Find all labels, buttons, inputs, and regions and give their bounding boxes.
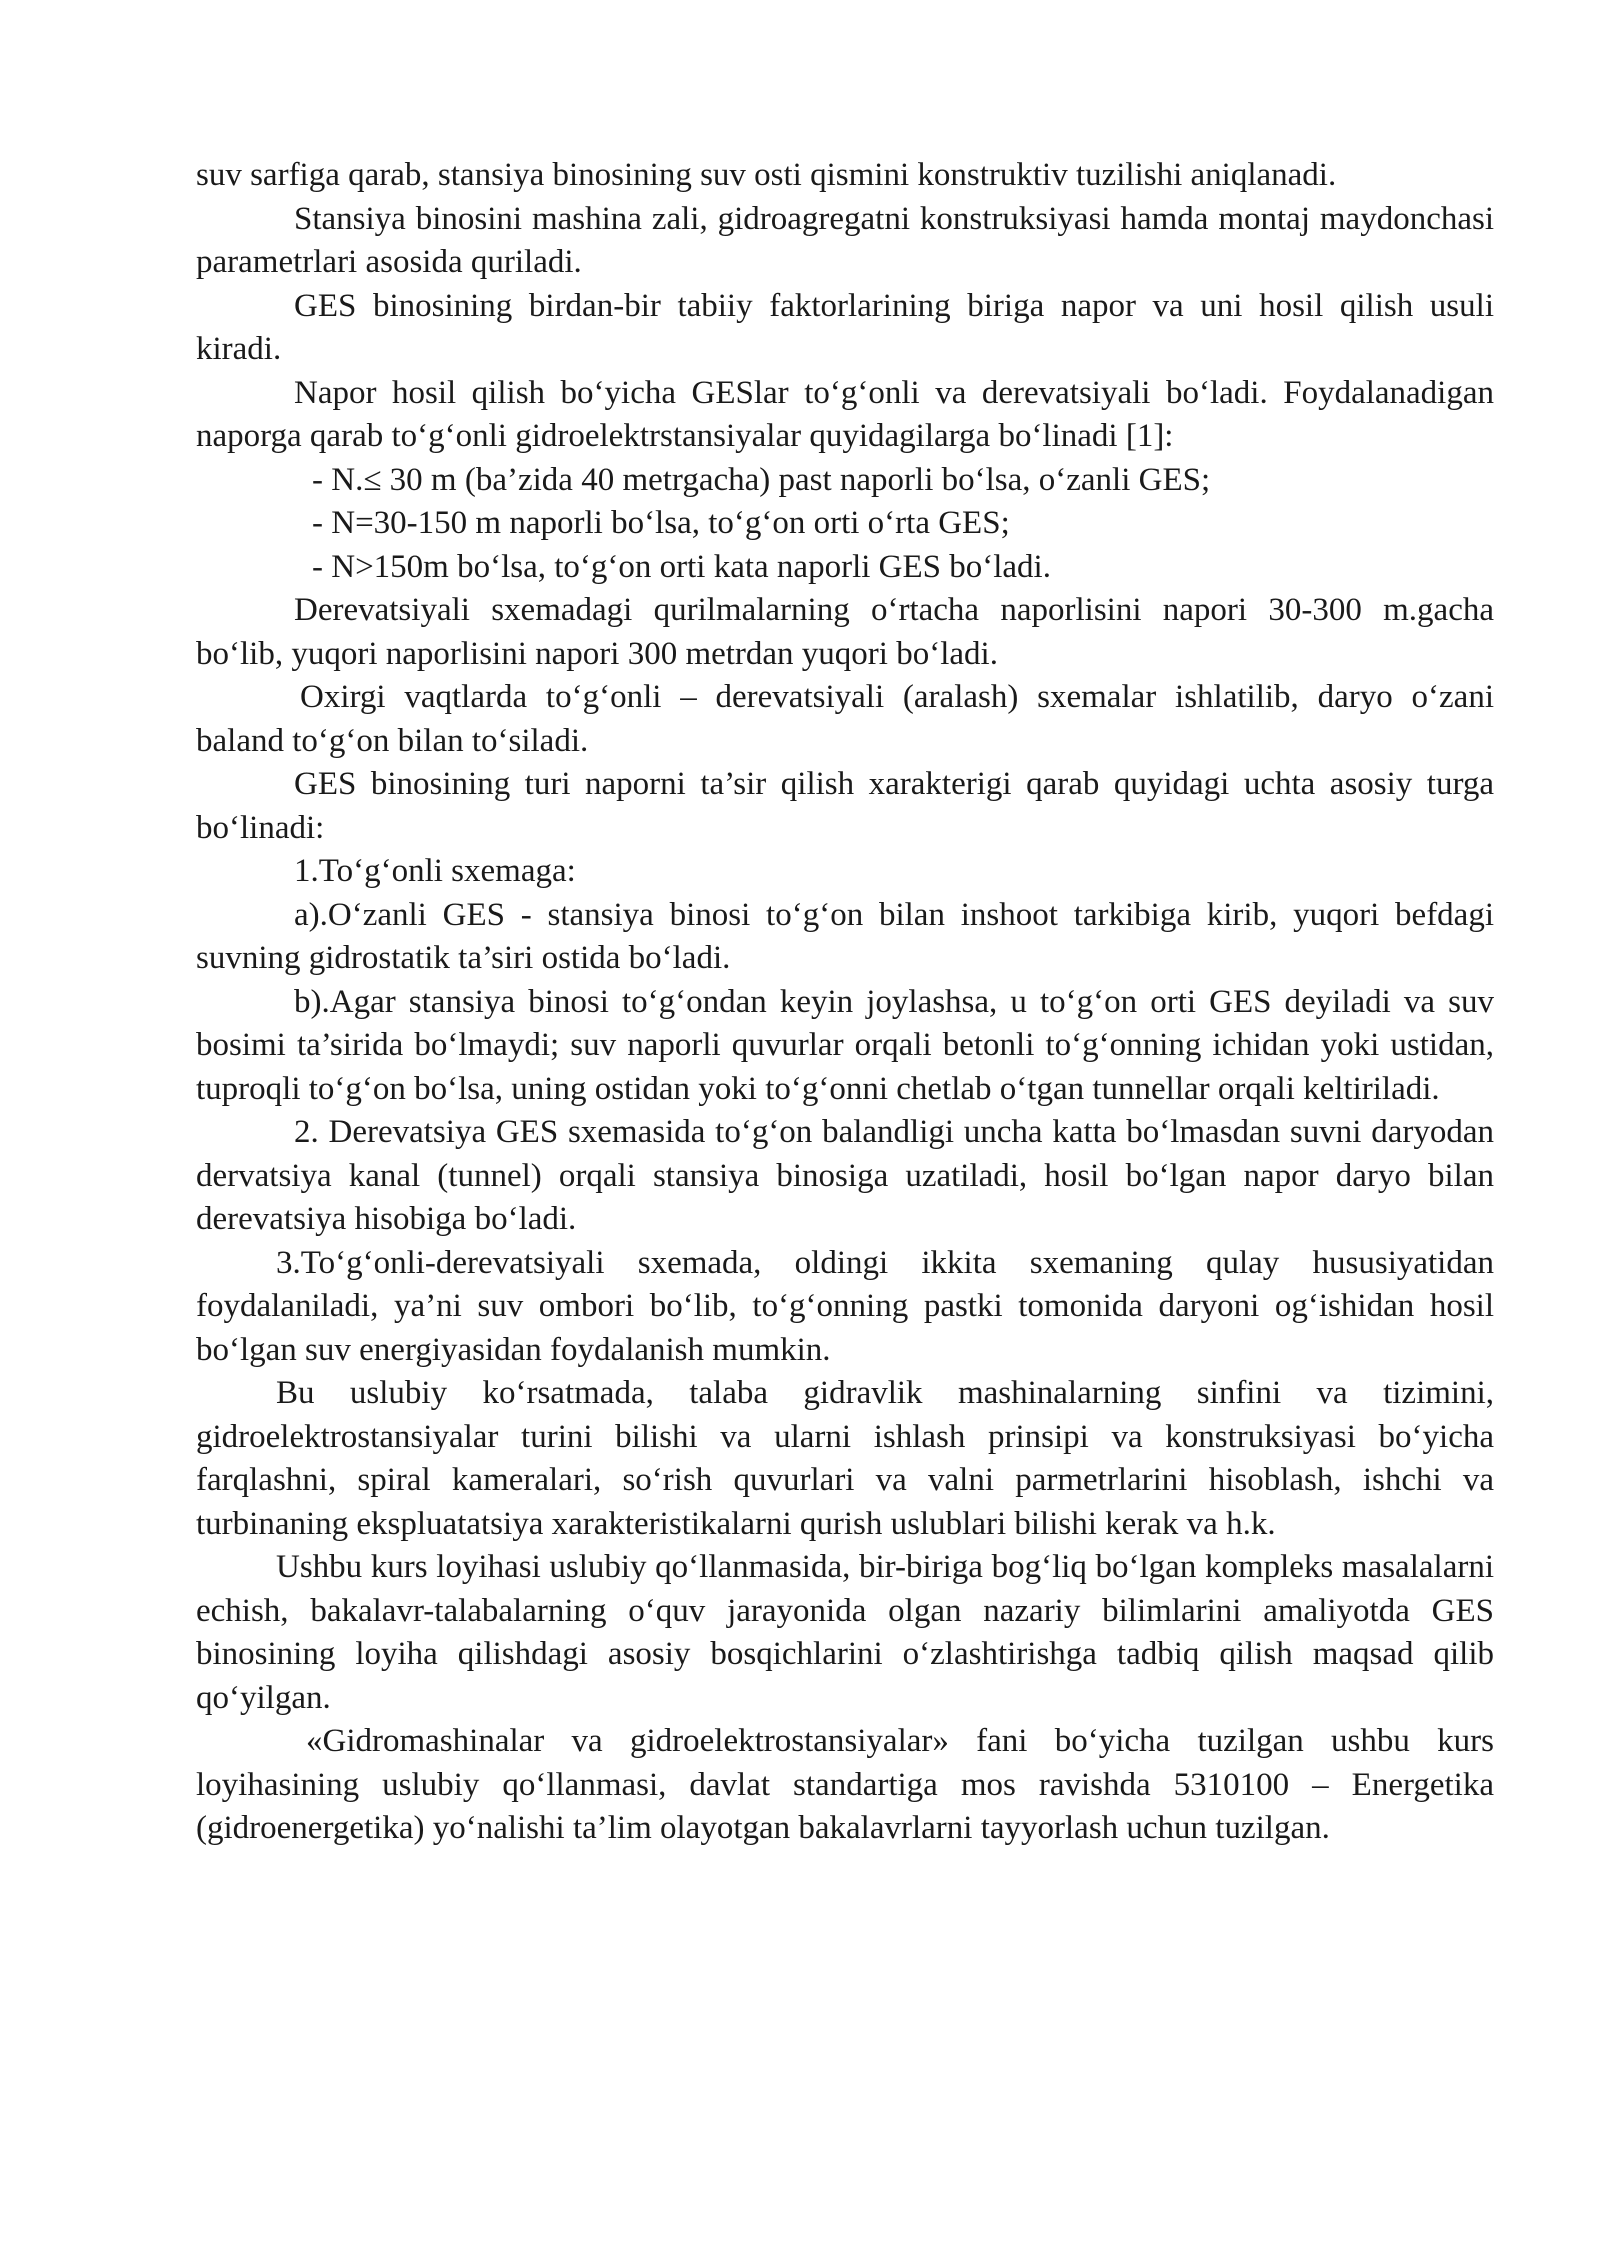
paragraph: Stansiya binosini mashina zali, gidroagregatni konstruksiyasi hamda montaj maydonchasi parametrlari asosida quriladi.	[196, 200, 1494, 280]
paragraph: Ushbu kurs loyihasi uslubiy qo‘llanmasida, bir-biriga bog‘liq bo‘lgan kompleks masalalarni echish, bakalavr-talabalarning o‘quv jarayonida olgan nazariy bilimlarini amaliyotda GES binosining loyiha qilishdagi asosiy bosqichlarini o‘zlashtirishga tadbiq qilish maqsad qilib qo‘yilgan.	[196, 1549, 1494, 1716]
paragraph: GES binosining turi naporni ta’sir qilish xarakterigi qarab quyidagi uchta asosiy turga bo‘linadi:	[196, 766, 1494, 846]
paragraph: 1.To‘g‘onli sxemaga:	[294, 853, 576, 889]
paragraph: Oxirgi vaqtlarda to‘g‘onli – derevatsiyali (aralash) sxemalar ishlatilib, daryo o‘zani baland to‘g‘on bilan to‘siladi.	[196, 679, 1494, 759]
paragraph: Bu uslubiy ko‘rsatmada, talaba gidravlik mashinalarning sinfini va tizimini, gidroelektrostansiyalar turini bilishi va ularni ishlash prinsipi va konstruksiyasi bo‘yicha farqlashni, spiral kameralari, so‘rish quvurlari va valni parmetrlarini hisoblash, ishchi va turbinaning ekspluatatsiya xarakteristikalarni qurish uslublari bilishi kerak va h.k.	[196, 1375, 1494, 1542]
paragraph: «Gidromashinalar va gidroelektrostansiyalar» fani bo‘yicha tuzilgan ushbu kurs loyihasining uslubiy qo‘llanmasi, davlat standartiga mos ravishda 5310100 – Energetika (gidroenergetika) yo‘nalishi ta’lim olayotgan bakalavrlarni tayyorlash uchun tuzilgan.	[196, 1723, 1494, 1846]
paragraph: Derevatsiyali sxemadagi qurilmalarning o‘rtacha naporlisini napori 30-300 m.gacha bo‘lib, yuqori naporlisini napori 300 metrdan yuqori bo‘ladi.	[196, 592, 1494, 672]
document-body	[196, 154, 1494, 1851]
paragraph: b).Agar stansiya binosi to‘g‘ondan keyin joylashsa, u to‘g‘on orti GES deyiladi va suv bosimi ta’sirida bo‘lmaydi; suv naporli quvurlar orqali betonli to‘g‘onning ichidan yoki ustidan, tuproqli to‘g‘on bo‘lsa, uning ostidan yoki to‘g‘onni chetlab o‘tgan tunnellar orqali keltiriladi.	[196, 983, 1494, 1107]
paragraph: 3.To‘g‘onli-derevatsiyali sxemada, oldingi ikkita sxemaning qulay hususiyatidan foydalaniladi, ya’ni suv ombori bo‘lib, to‘g‘onning pastki tomonida daryoni og‘ishidan hosil bo‘lgan suv energiyasidan foydalanish mumkin.	[196, 1244, 1494, 1368]
paragraph: a).O‘zanli GES - stansiya binosi to‘g‘on bilan inshoot tarkibiga kirib, yuqori befdagi suvning gidrostatik ta’siri ostida bo‘ladi.	[196, 896, 1494, 976]
paragraph: 2. Derevatsiya GES sxemasida to‘g‘on balandligi uncha katta bo‘lmasdan suvni daryodan dervatsiya kanal (tunnel) orqali stansiya binosiga uzatiladi, hosil bo‘lgan napor daryo bilan derevatsiya hisobiga bo‘ladi.	[196, 1114, 1494, 1237]
paragraph: Napor hosil qilish bo‘yicha GESlar to‘g‘onli va derevatsiyali bo‘ladi. Foydalanadigan naporga qarab to‘g‘onli gidroelektrstansiyalar quyidagilarga bo‘linadi [1]:	[196, 374, 1494, 454]
list-item: - N.≤ 30 m (ba’zida 40 metrgacha) past naporli bo‘lsa, o‘zanli GES;	[312, 461, 1211, 498]
list-item: - N=30-150 m naporli bo‘lsa, to‘g‘on orti o‘rta GES;	[312, 505, 1010, 541]
paragraph: GES binosining birdan-bir tabiiy faktorlarining biriga napor va uni hosil qilish usuli kiradi.	[196, 287, 1494, 367]
list-item: - N>150m bo‘lsa, to‘g‘on orti kata naporli GES bo‘ladi.	[312, 548, 1051, 585]
paragraph: suv sarfiga qarab, stansiya binosining suv osti qismini konstruktiv tuzilishi aniqlanadi.	[196, 157, 1337, 193]
